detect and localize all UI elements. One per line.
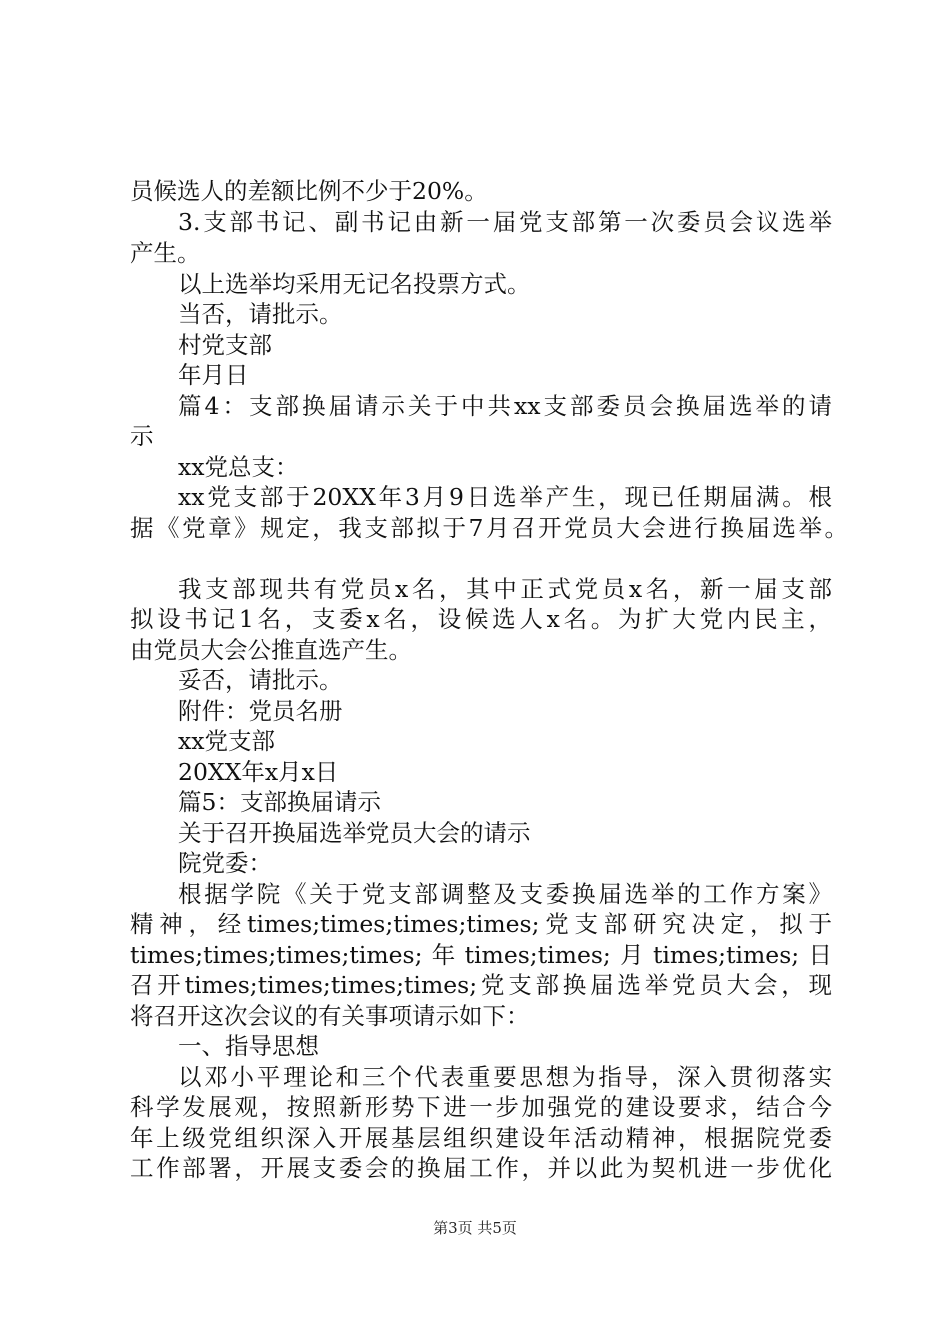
text-line: 年月日: [178, 361, 249, 389]
text-line: 3.支部书记、副书记由新一届党支部第一次委员会议选举: [178, 208, 832, 236]
text-line: 精神，经times;times;times;times;党支部研究决定，拟于: [130, 910, 832, 938]
text-line: 由党员大会公推直选产生。: [130, 636, 412, 664]
text-line: 召开times;times;times;times;党支部换届选举党员大会，现: [130, 971, 832, 999]
text-line: 村党支部: [178, 331, 272, 359]
text-line: 一、指导思想: [178, 1032, 319, 1060]
text-line: 我支部现共有党员x名，其中正式党员x名，新一届支部: [178, 575, 832, 603]
text-line: 据《党章》规定，我支部拟于7月召开党员大会进行换届选举。: [130, 514, 848, 542]
section-heading: 篇5：支部换届请示: [178, 788, 381, 816]
text-line: 以邓小平理论和三个代表重要思想为指导，深入贯彻落实: [178, 1063, 832, 1091]
text-line: 附件：党员名册: [178, 697, 343, 725]
text-line: xx党总支：: [178, 453, 299, 481]
text-line: xx党支部: [178, 727, 276, 755]
text-line: 将召开这次会议的有关事项请示如下：: [130, 1002, 530, 1030]
text-line: 示: [130, 422, 154, 450]
text-line: 关于召开换届选举党员大会的请示: [178, 819, 531, 847]
section-heading: 篇4：支部换届请示关于中共xx支部委员会换届选举的请: [178, 392, 832, 420]
text-line: 20XX年x月x日: [178, 758, 339, 786]
page-number: 第3页 共5页: [433, 1219, 517, 1237]
text-line: 员候选人的差额比例不少于20%。: [130, 177, 488, 205]
text-line: 当否，请批示。: [178, 300, 343, 328]
text-line: 年上级党组织深入开展基层组织建设年活动精神，根据院党委: [130, 1124, 832, 1152]
text-line: times;times;times;times;年times;times;月times;times;日: [130, 941, 832, 969]
text-line: 科学发展观，按照新形势下进一步加强党的建设要求，结合今: [130, 1093, 832, 1121]
text-line: 工作部署，开展支委会的换届工作，并以此为契机进一步优化: [130, 1154, 832, 1182]
text-line: 产生。: [130, 239, 201, 267]
text-line: 以上选举均采用无记名投票方式。: [178, 270, 531, 298]
text-line: 拟设书记1名，支委x名，设候选人x名。为扩大党内民主，: [130, 605, 832, 633]
text-line: 妥否，请批示。: [178, 666, 343, 694]
text-line: 根据学院《关于党支部调整及支委换届选举的工作方案》: [178, 880, 832, 908]
text-line: xx党支部于20XX年3月9日选举产生，现已任期届满。根: [178, 483, 832, 511]
text-line: 院党委：: [178, 849, 272, 877]
